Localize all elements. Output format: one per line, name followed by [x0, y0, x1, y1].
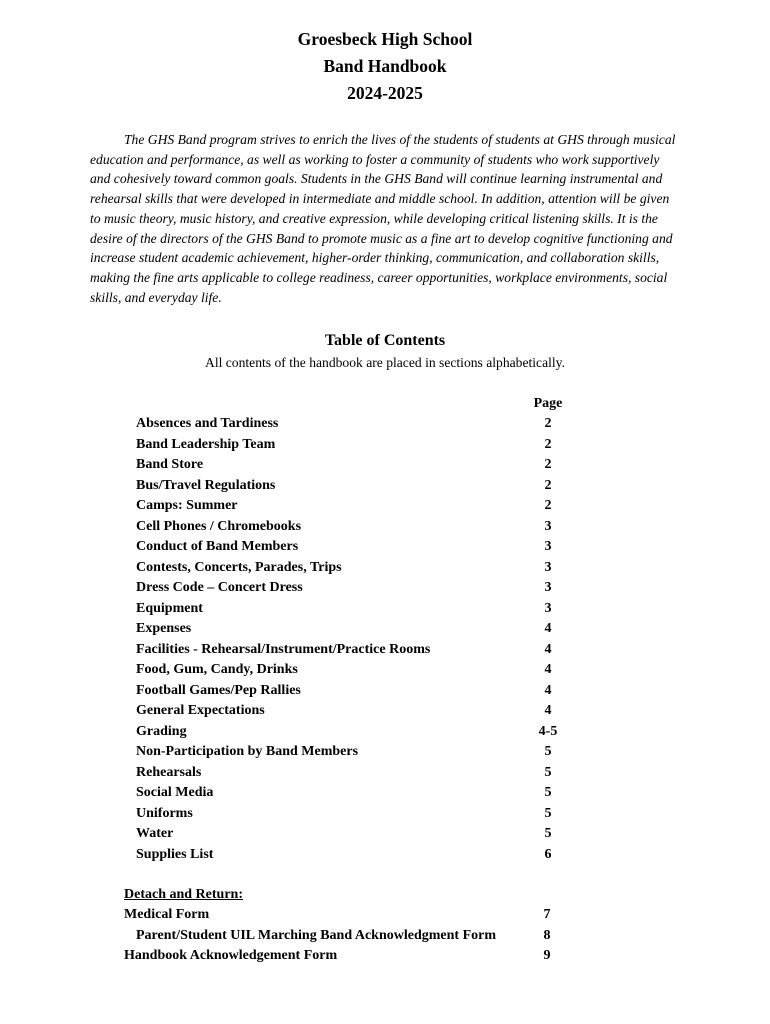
- detach-list: [0, 905, 770, 967]
- detach-entry: [0, 905, 770, 926]
- toc-entry-page: 4: [544, 621, 552, 636]
- toc-entry-page: 5: [544, 785, 552, 800]
- toc-entry: [0, 414, 770, 435]
- school-name: Groesbeck High School: [297, 29, 473, 49]
- toc-entry-page: 3: [544, 559, 552, 575]
- toc-entry-page: 3: [544, 539, 552, 554]
- toc-entry-label: Contests, Concerts, Parades, Trips: [136, 559, 342, 575]
- toc-entry: [0, 496, 770, 517]
- toc-list: [0, 414, 770, 865]
- toc-entry: [0, 845, 770, 866]
- toc-entry-label: Grading: [136, 723, 187, 739]
- toc-entry: [0, 435, 770, 456]
- toc-entry-page: 5: [544, 826, 552, 841]
- toc-entry-label: Football Games/Pep Rallies: [136, 682, 301, 698]
- toc-entry: [0, 824, 770, 845]
- toc-entry-page: 3: [544, 580, 552, 595]
- toc-entry: [0, 701, 770, 722]
- toc-entry-page: 2: [544, 477, 552, 493]
- toc-entry-page: 5: [544, 805, 552, 821]
- detach-entry: [0, 946, 770, 967]
- toc-entry-label: Cell Phones / Chromebooks: [136, 518, 302, 534]
- toc-entry-page: 4: [544, 641, 552, 657]
- toc-entry-label: Facilities - Rehearsal/Instrument/Practice Rooms: [136, 641, 431, 657]
- toc-entry-page: 5: [544, 764, 552, 780]
- document-title: Band Handbook: [323, 56, 447, 76]
- toc-entry-page: 2: [544, 436, 552, 452]
- toc-entry: [0, 722, 770, 743]
- toc-entry: [0, 537, 770, 558]
- toc-entry: [0, 578, 770, 599]
- detach-heading: Detach and Return:: [124, 887, 243, 902]
- toc-entry-label: Dress Code – Concert Dress: [136, 580, 303, 595]
- toc-entry: [0, 558, 770, 579]
- toc-entry-page: 2: [544, 416, 552, 431]
- toc-entry-label: Band Store: [136, 457, 204, 472]
- school-year: 2024-2025: [347, 83, 423, 103]
- toc-entry: [0, 476, 770, 497]
- toc-entry-page: 4: [544, 662, 552, 677]
- toc-entry: [0, 455, 770, 476]
- detach-entry-page: 8: [543, 927, 551, 943]
- toc-entry: [0, 681, 770, 702]
- toc-entry-label: Social Media: [136, 785, 214, 800]
- toc-entry-page: 2: [544, 457, 552, 472]
- toc-entry-label: Absences and Tardiness: [136, 416, 279, 431]
- toc-entry-page: 4: [544, 703, 552, 718]
- toc-entry: [0, 783, 770, 804]
- toc-entry-label: Supplies List: [136, 846, 214, 862]
- toc-entry-label: Equipment: [136, 600, 203, 616]
- toc-entry-label: Rehearsals: [136, 764, 202, 780]
- toc-entry-label: Expenses: [136, 621, 192, 636]
- toc-entry-label: General Expectations: [136, 703, 265, 718]
- toc-entry: [0, 742, 770, 763]
- document-header: [0, 26, 770, 107]
- toc-entry: [0, 763, 770, 784]
- detach-entry: [0, 926, 770, 947]
- toc-entry: [0, 517, 770, 538]
- detach-entry-page: 9: [543, 948, 551, 963]
- toc-entry-page: 6: [544, 846, 552, 862]
- toc-entry-page: 3: [544, 518, 552, 534]
- toc-entry-label: Food, Gum, Candy, Drinks: [136, 662, 298, 677]
- detach-entry-label: Handbook Acknowledgement Form: [124, 948, 338, 963]
- toc-entry: [0, 660, 770, 681]
- toc-entry-label: Band Leadership Team: [136, 436, 276, 452]
- toc-entry-page: 3: [544, 600, 552, 616]
- toc-entry-page: 4: [544, 682, 552, 698]
- toc-entry-label: Uniforms: [136, 805, 193, 821]
- toc-entry: [0, 619, 770, 640]
- toc-entry: [0, 640, 770, 661]
- intro-paragraph: The GHS Band program strives to enrich the lives of the students of students at GHS through musical education and performance, as well as working to foster a community of students who work supportively and cohesively toward common goals. Students in the GHS Band will continue learning instrumental and rehearsal skills that were developed in intermediate and middle school. In addition, attention will be given to music theory, music history, and creative expression, while developing critical listening skills. It is the desire of the directors of the GHS Band to promote music as a fine art to develop cognitive functioning and increase student academic achievement, higher-order thinking, communication, and collaboration skills, making the fine arts applicable to college readiness, career opportunities, workplace environments, social skills, and everyday life.: [90, 132, 676, 305]
- toc-entry-page: 2: [544, 498, 552, 513]
- toc-entry-label: Conduct of Band Members: [136, 539, 299, 554]
- toc-entry-page: 5: [544, 744, 552, 759]
- toc-subtitle: All contents of the handbook are placed in sections alphabetically.: [205, 355, 565, 370]
- detach-entry-label: Medical Form: [124, 907, 210, 922]
- toc-entry-label: Non-Participation by Band Members: [136, 744, 359, 759]
- toc-entry-label: Bus/Travel Regulations: [136, 477, 276, 493]
- toc-entry-label: Water: [136, 826, 174, 841]
- detach-entry-page: 7: [543, 907, 551, 922]
- toc-entry: [0, 599, 770, 620]
- detach-entry-label: Parent/Student UIL Marching Band Acknowledgment Form: [136, 927, 497, 943]
- toc-title: Table of Contents: [324, 332, 446, 349]
- toc-entry-label: Camps: Summer: [136, 498, 238, 513]
- toc-page-column-header: Page: [533, 396, 563, 411]
- toc-entry-page: 4-5: [538, 723, 558, 739]
- toc-entry: [0, 804, 770, 825]
